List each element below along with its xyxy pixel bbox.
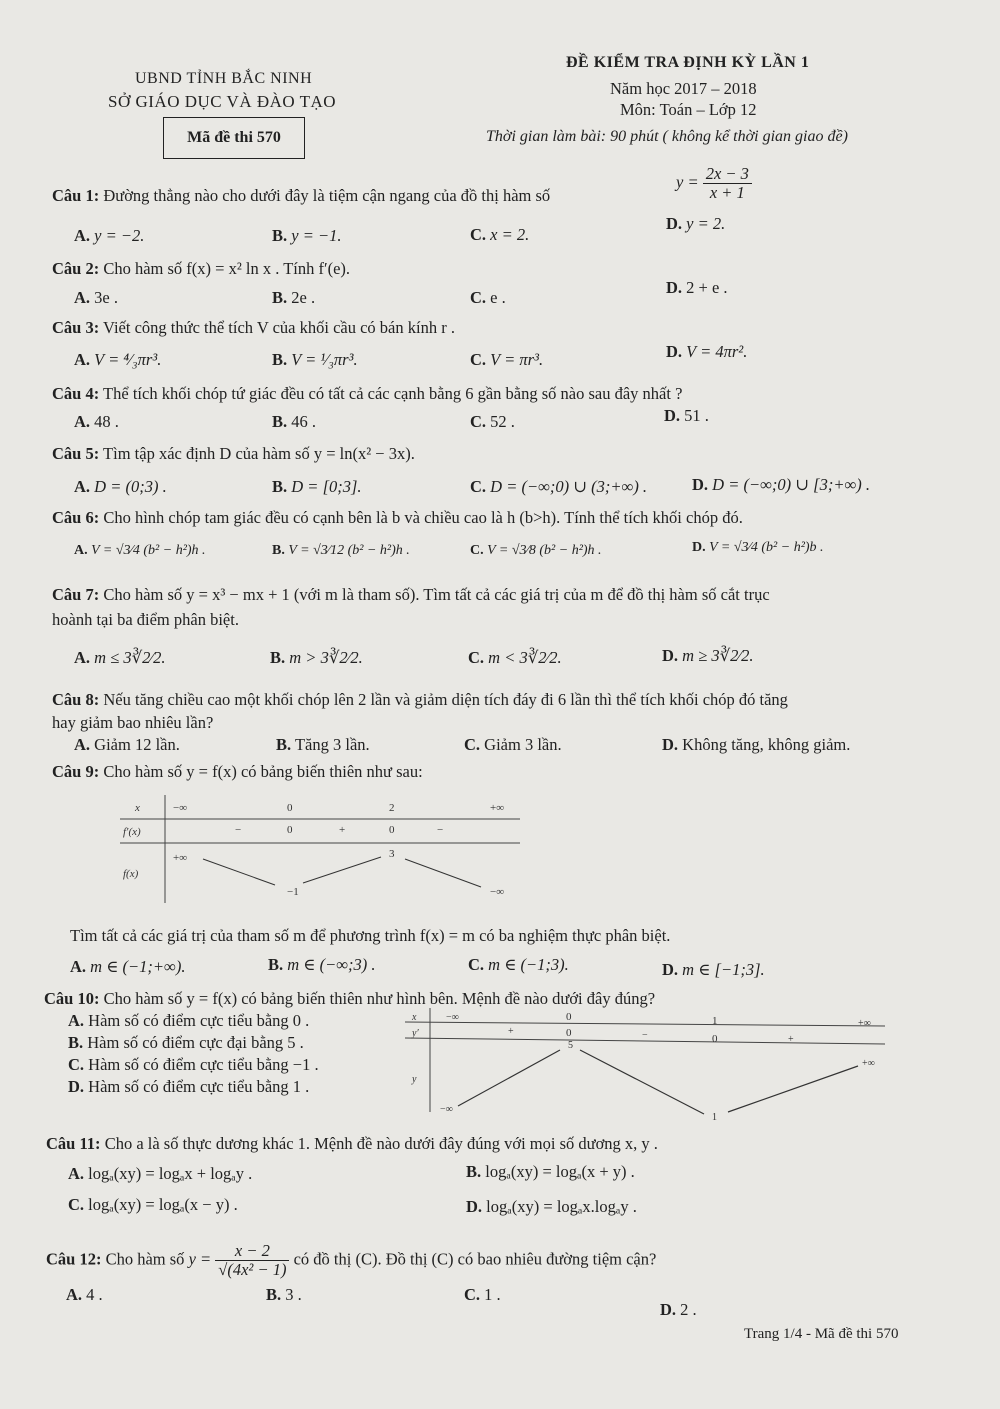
q7-option-d[interactable] xyxy=(662,646,754,666)
q12-option-b[interactable] xyxy=(266,1285,302,1305)
t10-y-2: 1 xyxy=(712,1112,717,1123)
t10-x-3: +∞ xyxy=(858,1018,871,1029)
variation-table-q9 xyxy=(115,795,525,905)
option-letter: A. xyxy=(74,648,91,667)
q7-option-c[interactable] xyxy=(468,648,562,668)
numerator: x − 2 xyxy=(215,1242,289,1261)
denominator: x + 1 xyxy=(709,183,745,202)
t9-fp-0: − xyxy=(235,824,242,836)
option-letter: B. xyxy=(272,543,285,558)
q12-option-c[interactable] xyxy=(464,1285,501,1305)
t10-yp-0: + xyxy=(508,1026,514,1037)
q12-option-a[interactable] xyxy=(66,1285,103,1305)
option-letter: A. xyxy=(74,412,91,431)
q10-option-b[interactable] xyxy=(68,1033,304,1053)
option-letter: A. xyxy=(68,1011,85,1030)
option-letter: A. xyxy=(74,288,91,307)
question-text-2: có đồ thị (C). Đồ thị (C) có bao nhiêu đường tiệm cận? xyxy=(293,1249,657,1269)
fn-lhs: y = xyxy=(188,1249,212,1269)
option-text: m ∈ (−∞;3) . xyxy=(287,955,376,974)
option-text: D = (−∞;0) ∪ [3;+∞) . xyxy=(712,475,870,494)
option-letter: B. xyxy=(272,288,288,307)
option-letter: B. xyxy=(270,648,286,667)
question-text: Cho hình chóp tam giác đều có cạnh bên là b và chiều cao là h (b>h). Tính thể tích khối chóp đó. xyxy=(103,508,743,527)
option-letter: A. xyxy=(74,735,91,754)
option-text: V = 4πr². xyxy=(686,342,748,361)
option-text: logₐ(xy) = logₐ(x + y) . xyxy=(485,1162,635,1181)
option-letter: D. xyxy=(664,406,681,425)
q9-option-d[interactable] xyxy=(662,960,765,980)
q3-option-b[interactable] xyxy=(272,350,358,370)
option-letter: C. xyxy=(470,543,484,558)
fraction xyxy=(215,1242,289,1279)
question-label: Câu 11: xyxy=(46,1134,101,1153)
q9-option-b[interactable] xyxy=(268,955,376,975)
option-letter: A. xyxy=(74,543,88,558)
t9-x-1: 0 xyxy=(287,802,293,814)
option-text: V = √3⁄4 (b² − h²)b . xyxy=(709,540,824,555)
option-letter: B. xyxy=(276,735,292,754)
q8-option-b[interactable] xyxy=(276,735,370,755)
question-4 xyxy=(52,384,682,404)
t9-fp-2: + xyxy=(339,824,346,836)
option-letter: C. xyxy=(68,1195,85,1214)
option-text: m ∈ (−1;3). xyxy=(488,955,569,974)
option-letter: A. xyxy=(74,350,91,369)
option-text: y = −1. xyxy=(291,226,342,245)
option-letter: C. xyxy=(470,477,487,496)
option-text: m > 3∛2⁄2. xyxy=(289,648,363,667)
option-text: V = √3⁄12 (b² − h²)h . xyxy=(288,543,410,558)
question-label: Câu 10: xyxy=(44,989,100,1008)
question-text: Cho hàm số xyxy=(105,1249,185,1269)
question-9 xyxy=(52,762,423,782)
option-text: 46 . xyxy=(291,412,317,431)
question-3 xyxy=(52,318,455,338)
option-text: m ≥ 3∛2⁄2. xyxy=(682,646,754,665)
q6-option-a[interactable] xyxy=(74,543,206,559)
option-text: 51 . xyxy=(684,406,709,425)
option-text: 3e . xyxy=(94,288,118,307)
option-letter: C. xyxy=(470,288,487,307)
option-text: V = πr³. xyxy=(490,350,544,369)
option-letter: D. xyxy=(666,278,683,297)
option-text: 2 . xyxy=(680,1300,697,1319)
variation-table-q10 xyxy=(400,1008,890,1126)
q10-option-c[interactable] xyxy=(68,1055,319,1075)
q9-option-a[interactable] xyxy=(70,957,185,977)
option-letter: D. xyxy=(692,540,706,555)
t9-x-0: −∞ xyxy=(173,802,188,814)
t10-yp-2: − xyxy=(642,1030,648,1041)
q10-option-d[interactable] xyxy=(68,1077,309,1097)
province-label: UBND TỈNH BẮC NINH xyxy=(135,70,313,87)
q6-option-b[interactable] xyxy=(272,543,410,559)
option-letter: D. xyxy=(660,1300,677,1319)
question-label: Câu 8: xyxy=(52,690,100,709)
option-letter: C. xyxy=(470,225,487,244)
q7-option-b[interactable] xyxy=(270,648,363,668)
q3-option-d[interactable] xyxy=(666,342,747,362)
option-letter: C. xyxy=(464,735,481,754)
option-text: D = (0;3) . xyxy=(94,477,167,496)
question-text: Đường thẳng nào cho dưới đây là tiệm cận ngang của đồ thị hàm số xyxy=(103,186,551,205)
option-text: V = √3⁄8 (b² − h²)h . xyxy=(487,543,602,558)
option-text: 1 . xyxy=(484,1285,501,1304)
option-text: y = 2. xyxy=(686,214,726,233)
option-letter: D. xyxy=(662,646,679,665)
q1-option-a[interactable] xyxy=(74,226,144,246)
question-5 xyxy=(52,444,415,464)
option-text: Hàm số có điểm cực tiểu bằng 1 . xyxy=(88,1077,310,1096)
option-text: V = ¹⁄₃πr³. xyxy=(291,350,358,369)
question-12 xyxy=(46,1242,656,1279)
t9-fp-4: − xyxy=(437,824,444,836)
option-text: logₐ(xy) = logₐx.logₐy . xyxy=(486,1197,637,1216)
question-label: Câu 9: xyxy=(52,762,100,781)
option-letter: C. xyxy=(470,412,487,431)
option-text: V = √3⁄4 (b² − h²)h . xyxy=(91,543,206,558)
q9-option-c[interactable] xyxy=(468,955,569,975)
option-text: 4 . xyxy=(86,1285,103,1304)
q7-option-a[interactable] xyxy=(74,648,166,668)
question-7-cont: hoành tại ba điểm phân biệt. xyxy=(52,610,239,629)
q8-option-d[interactable] xyxy=(662,735,850,755)
option-letter: C. xyxy=(468,648,485,667)
page-footer: Trang 1/4 - Mã đề thi 570 xyxy=(744,1326,899,1342)
option-text: logₐ(xy) = logₐx + logₐy . xyxy=(88,1164,253,1183)
question-label: Câu 6: xyxy=(52,508,100,527)
option-letter: D. xyxy=(68,1077,85,1096)
option-text: Không tăng, không giảm. xyxy=(682,735,851,754)
question-text: Nếu tăng chiều cao một khối chóp lên 2 lần và giảm diện tích đáy đi 6 lần thì thể tích khối chóp đó tăng xyxy=(103,690,788,709)
question-1 xyxy=(52,186,550,206)
t10-yp-1: 0 xyxy=(566,1027,572,1039)
option-text: V = ⁴⁄₃πr³. xyxy=(94,350,162,369)
t9-x-2: 2 xyxy=(389,802,395,814)
option-text: logₐ(xy) = logₐ(x − y) . xyxy=(88,1195,238,1214)
option-text: m ∈ [−1;3]. xyxy=(682,960,765,979)
option-text: e . xyxy=(490,288,506,307)
t10-yp-label: y′ xyxy=(412,1028,419,1039)
option-letter: D. xyxy=(666,342,683,361)
q8-option-c[interactable] xyxy=(464,735,562,755)
q2-option-a[interactable] xyxy=(74,288,118,308)
q3-option-c[interactable] xyxy=(470,350,543,370)
t10-yp-3: 0 xyxy=(712,1033,718,1045)
t10-y-1: 5 xyxy=(568,1040,573,1051)
question-label: Câu 12: xyxy=(46,1249,102,1269)
q5-option-b[interactable] xyxy=(272,477,362,497)
option-letter: B. xyxy=(266,1285,282,1304)
fn-lhs: y = xyxy=(676,172,699,192)
option-text: 2 + e . xyxy=(686,278,728,297)
option-letter: A. xyxy=(68,1164,85,1183)
q1-option-c[interactable] xyxy=(470,225,529,245)
option-text: 48 . xyxy=(94,412,119,431)
t9-f-label: f(x) xyxy=(123,868,139,880)
t9-f-1: −1 xyxy=(287,886,299,898)
q4-option-b[interactable] xyxy=(272,412,316,432)
option-letter: C. xyxy=(464,1285,481,1304)
question-9-cont: Tìm tất cả các giá trị của tham số m để phương trình f(x) = m có ba nghiệm thực phân biệt. xyxy=(70,926,671,945)
option-letter: A. xyxy=(66,1285,83,1304)
option-letter: B. xyxy=(68,1033,84,1052)
q2-option-c[interactable] xyxy=(470,288,506,308)
question-label: Câu 5: xyxy=(52,444,100,463)
t9-x-label: x xyxy=(135,802,140,814)
q4-option-c[interactable] xyxy=(470,412,515,432)
question-text: Cho hàm số y = x³ − mx + 1 (với m là tham số). Tìm tất cả các giá trị của m để đồ thị hàm số cắt trục xyxy=(103,585,770,604)
t9-f-2: 3 xyxy=(389,848,395,860)
q2-option-d[interactable] xyxy=(666,278,728,298)
option-letter: D. xyxy=(662,960,679,979)
q12-option-d[interactable] xyxy=(660,1300,697,1320)
question-label: Câu 1: xyxy=(52,186,100,205)
option-text: Hàm số có điểm cực đại bằng 5 . xyxy=(87,1033,304,1052)
question-6 xyxy=(52,508,743,528)
question-8 xyxy=(52,690,788,710)
option-text: 2e . xyxy=(291,288,316,307)
exam-code-box: Mã đề thi 570 xyxy=(163,117,305,159)
option-text: 3 . xyxy=(285,1285,302,1304)
time-limit: Thời gian làm bài: 90 phút ( không kể thời gian giao đề) xyxy=(486,128,848,145)
question-11 xyxy=(46,1134,658,1154)
option-text: Giảm 12 lần. xyxy=(94,735,180,754)
option-letter: A. xyxy=(74,226,91,245)
question-label: Câu 2: xyxy=(52,259,100,278)
department-label: SỞ GIÁO DỤC VÀ ĐÀO TẠO xyxy=(108,92,337,111)
q10-option-a[interactable] xyxy=(68,1011,309,1031)
q11-option-a[interactable] xyxy=(68,1164,252,1184)
q2-option-b[interactable] xyxy=(272,288,315,308)
option-text: Hàm số có điểm cực tiểu bằng −1 . xyxy=(88,1055,319,1074)
numerator: 2x − 3 xyxy=(703,165,752,184)
option-text: x = 2. xyxy=(490,225,530,244)
option-text: D = [0;3]. xyxy=(291,477,362,496)
question-text: Viết công thức thể tích V của khối cầu có bán kính r . xyxy=(103,318,455,337)
question-7 xyxy=(52,585,770,605)
t9-fp-3: 0 xyxy=(389,824,395,836)
q11-option-b[interactable] xyxy=(466,1162,635,1182)
q1-option-d[interactable] xyxy=(666,214,725,234)
question-10 xyxy=(44,989,655,1009)
option-letter: D. xyxy=(692,475,709,494)
t10-x-1: 0 xyxy=(566,1011,572,1023)
q4-option-d[interactable] xyxy=(664,406,709,426)
t10-x-2: 1 xyxy=(712,1015,718,1027)
q6-option-d[interactable] xyxy=(692,540,824,556)
q3-option-a[interactable] xyxy=(74,350,161,370)
option-letter: B. xyxy=(272,226,288,245)
q11-option-c[interactable] xyxy=(68,1195,238,1215)
option-letter: B. xyxy=(272,477,288,496)
question-text: Cho hàm số y = f(x) có bảng biến thiên như hình bên. Mệnh đề nào dưới đây đúng? xyxy=(103,989,656,1008)
option-letter: B. xyxy=(466,1162,482,1181)
option-text: D = (−∞;0) ∪ (3;+∞) . xyxy=(490,477,648,496)
t10-yp-4: + xyxy=(788,1034,794,1045)
option-text: m ∈ (−1;+∞). xyxy=(90,957,186,976)
question-label: Câu 3: xyxy=(52,318,100,337)
question-label: Câu 7: xyxy=(52,585,100,604)
option-text: m ≤ 3∛2⁄2. xyxy=(94,648,166,667)
option-letter: D. xyxy=(466,1197,483,1216)
t10-x-label: x xyxy=(412,1012,417,1023)
option-letter: B. xyxy=(272,412,288,431)
option-letter: A. xyxy=(74,477,91,496)
option-text: Tăng 3 lần. xyxy=(294,735,370,754)
t10-y-label: y xyxy=(412,1074,417,1085)
q5-option-c[interactable] xyxy=(470,477,647,497)
question-label: Câu 4: xyxy=(52,384,100,403)
q1-option-b[interactable] xyxy=(272,226,341,246)
question-text: Cho hàm số f(x) = x² ln x . Tính f′(e). xyxy=(103,259,351,278)
option-text: Hàm số có điểm cực tiểu bằng 0 . xyxy=(88,1011,310,1030)
option-letter: C. xyxy=(470,350,487,369)
option-letter: C. xyxy=(68,1055,85,1074)
q5-option-d[interactable] xyxy=(692,475,870,495)
subject: Môn: Toán – Lớp 12 xyxy=(620,100,757,119)
option-letter: A. xyxy=(70,957,87,976)
q6-option-c[interactable] xyxy=(470,543,602,559)
t9-fp-label: f′(x) xyxy=(123,826,141,838)
question-text: Cho hàm số y = f(x) có bảng biến thiên như sau: xyxy=(103,762,423,781)
t9-fp-1: 0 xyxy=(287,824,293,836)
option-letter: B. xyxy=(268,955,284,974)
exam-title: ĐỀ KIỂM TRA ĐỊNH KỲ LẦN 1 xyxy=(566,54,810,71)
t10-y-3: +∞ xyxy=(862,1058,875,1069)
question-text: Cho a là số thực dương khác 1. Mệnh đề nào dưới đây đúng với mọi số dương x, y . xyxy=(104,1134,658,1153)
option-letter: B. xyxy=(272,350,288,369)
q5-option-a[interactable] xyxy=(74,477,167,497)
option-text: Giảm 3 lần. xyxy=(484,735,562,754)
t10-y-0: −∞ xyxy=(440,1104,453,1115)
question-8-cont: hay giảm bao nhiêu lần? xyxy=(52,713,214,732)
question-text: Tìm tập xác định D của hàm số y = ln(x² − 3x). xyxy=(103,444,415,463)
t9-x-3: +∞ xyxy=(490,802,505,814)
t9-f-0: +∞ xyxy=(173,852,188,864)
school-year: Năm học 2017 – 2018 xyxy=(610,79,757,98)
denominator: √(4x² − 1) xyxy=(218,1260,287,1279)
option-text: m < 3∛2⁄2. xyxy=(488,648,562,667)
question-text: Thể tích khối chóp tứ giác đều có tất cả các cạnh bằng 6 gần bằng số nào sau đây nhất ? xyxy=(103,384,683,403)
t9-f-3: −∞ xyxy=(490,886,505,898)
option-text: 52 . xyxy=(490,412,515,431)
q11-option-d[interactable] xyxy=(466,1197,637,1217)
fraction xyxy=(703,165,752,202)
option-letter: D. xyxy=(662,735,679,754)
option-letter: D. xyxy=(666,214,683,233)
t10-x-0: −∞ xyxy=(446,1012,459,1023)
q4-option-a[interactable] xyxy=(74,412,119,432)
option-letter: C. xyxy=(468,955,485,974)
q1-function xyxy=(676,165,752,202)
q8-option-a[interactable] xyxy=(74,735,180,755)
question-2 xyxy=(52,259,350,279)
option-text: y = −2. xyxy=(94,226,145,245)
